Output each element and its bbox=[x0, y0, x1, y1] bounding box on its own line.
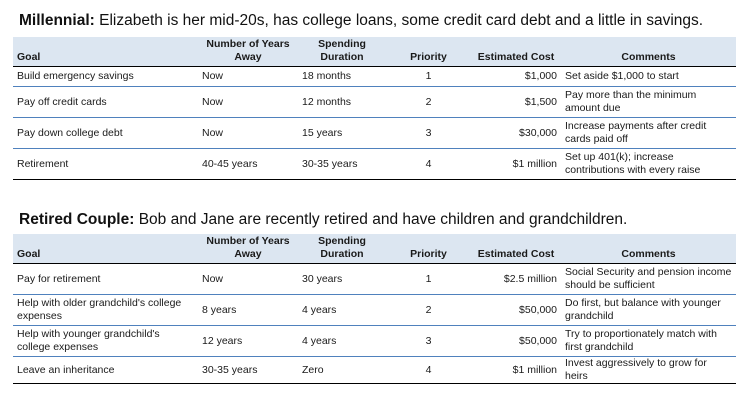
years-away-cell: 12 years bbox=[202, 334, 243, 347]
priority-cell: 1 bbox=[425, 70, 432, 82]
years-away-cell: Now bbox=[202, 272, 224, 285]
col-spending-duration-header: Spending Duration bbox=[298, 37, 386, 67]
comments-cell: Increase payments after credit cards paid off bbox=[565, 120, 707, 145]
col-goal-header: Goal bbox=[13, 234, 198, 264]
estimated-cost-cell: $50,000 bbox=[519, 334, 557, 347]
goal-cell: Pay down college debt bbox=[17, 126, 123, 139]
section-description: Elizabeth is her mid-20s, has college loans, some credit card debt and a little in savings. bbox=[94, 12, 704, 29]
section-label: Millennial: bbox=[19, 12, 95, 29]
spending-duration-cell: 4 years bbox=[302, 334, 337, 347]
years-away-cell: 40-45 years bbox=[202, 157, 258, 170]
table-header-row bbox=[13, 37, 736, 67]
estimated-cost-cell: $1 million bbox=[512, 157, 557, 170]
col-estimated-cost-header: Estimated Cost bbox=[471, 234, 561, 264]
col-goal-header: Goal bbox=[13, 37, 198, 67]
years-away-cell: 30-35 years bbox=[202, 363, 258, 376]
priority-cell: 3 bbox=[425, 126, 432, 139]
col-spending-duration-header: Spending Duration bbox=[298, 234, 386, 264]
table-row bbox=[13, 295, 736, 326]
goal-cell: Pay off credit cards bbox=[17, 95, 107, 108]
col-years-away-header: Number of Years Away bbox=[198, 234, 298, 264]
goal-cell: Pay for retirement bbox=[17, 272, 101, 285]
section-label: Retired Couple: bbox=[19, 211, 135, 228]
estimated-cost-cell: $50,000 bbox=[519, 303, 557, 316]
col-comments-header: Comments bbox=[561, 37, 736, 67]
section-description: Bob and Jane are recently retired and have children and grandchildren. bbox=[134, 211, 628, 228]
years-away-cell: Now bbox=[202, 126, 224, 139]
years-away-cell: 8 years bbox=[202, 303, 237, 316]
priority-cell: 2 bbox=[425, 303, 432, 316]
millennial-heading bbox=[19, 12, 703, 30]
spending-duration-cell: 30-35 years bbox=[302, 157, 358, 170]
table-header-row bbox=[13, 234, 736, 264]
goal-cell: Leave an inheritance bbox=[17, 363, 115, 376]
comments-cell: Pay more than the minimum amount due bbox=[565, 89, 697, 114]
table-row bbox=[13, 87, 736, 118]
table-row bbox=[13, 67, 736, 87]
comments-cell: Do first, but balance with younger grandchild bbox=[565, 297, 721, 322]
priority-cell: 1 bbox=[425, 272, 432, 285]
spending-duration-cell: 4 years bbox=[302, 303, 337, 316]
goal-cell: Help with older grandchild's college expenses bbox=[17, 297, 182, 322]
goal-cell: Help with younger grandchild's college expenses bbox=[17, 328, 160, 353]
col-years-away-header: Number of Years Away bbox=[198, 37, 298, 67]
col-comments-header: Comments bbox=[561, 234, 736, 264]
priority-cell: 4 bbox=[425, 157, 432, 170]
comments-cell: Social Security and pension income should be sufficient bbox=[565, 266, 732, 291]
spending-duration-cell: 18 months bbox=[302, 70, 352, 82]
col-priority-header: Priority bbox=[386, 234, 471, 264]
spending-duration-cell: 12 months bbox=[302, 95, 352, 108]
table-row bbox=[13, 326, 736, 357]
comments-cell: Try to proportionately match with first grandchild bbox=[565, 328, 717, 353]
comments-cell: Set up 401(k); increase contributions with every raise bbox=[565, 151, 701, 176]
spending-duration-cell: 30 years bbox=[302, 272, 343, 285]
estimated-cost-cell: $1,000 bbox=[524, 70, 557, 82]
table-row bbox=[13, 118, 736, 149]
years-away-cell: Now bbox=[202, 95, 224, 108]
spending-duration-cell: Zero bbox=[302, 363, 324, 376]
goal-cell: Build emergency savings bbox=[17, 70, 134, 82]
goal-cell: Retirement bbox=[17, 157, 69, 170]
retired-couple-heading bbox=[19, 211, 627, 229]
estimated-cost-cell: $1,500 bbox=[524, 95, 557, 108]
retired-couple-goals-table bbox=[13, 234, 736, 384]
priority-cell: 2 bbox=[425, 95, 432, 108]
table-row bbox=[13, 357, 736, 384]
priority-cell: 3 bbox=[425, 334, 432, 347]
table-row bbox=[13, 264, 736, 295]
years-away-cell: Now bbox=[202, 70, 224, 82]
estimated-cost-cell: $2.5 million bbox=[503, 272, 557, 285]
comments-cell: Set aside $1,000 to start bbox=[565, 70, 679, 82]
estimated-cost-cell: $30,000 bbox=[519, 126, 557, 139]
table-row bbox=[13, 149, 736, 180]
spending-duration-cell: 15 years bbox=[302, 126, 343, 139]
millennial-goals-table bbox=[13, 37, 736, 180]
col-estimated-cost-header: Estimated Cost bbox=[471, 37, 561, 67]
estimated-cost-cell: $1 million bbox=[512, 363, 557, 376]
comments-cell: Invest aggressively to grow for heirs bbox=[565, 357, 707, 382]
priority-cell: 4 bbox=[425, 363, 432, 376]
col-priority-header: Priority bbox=[386, 37, 471, 67]
